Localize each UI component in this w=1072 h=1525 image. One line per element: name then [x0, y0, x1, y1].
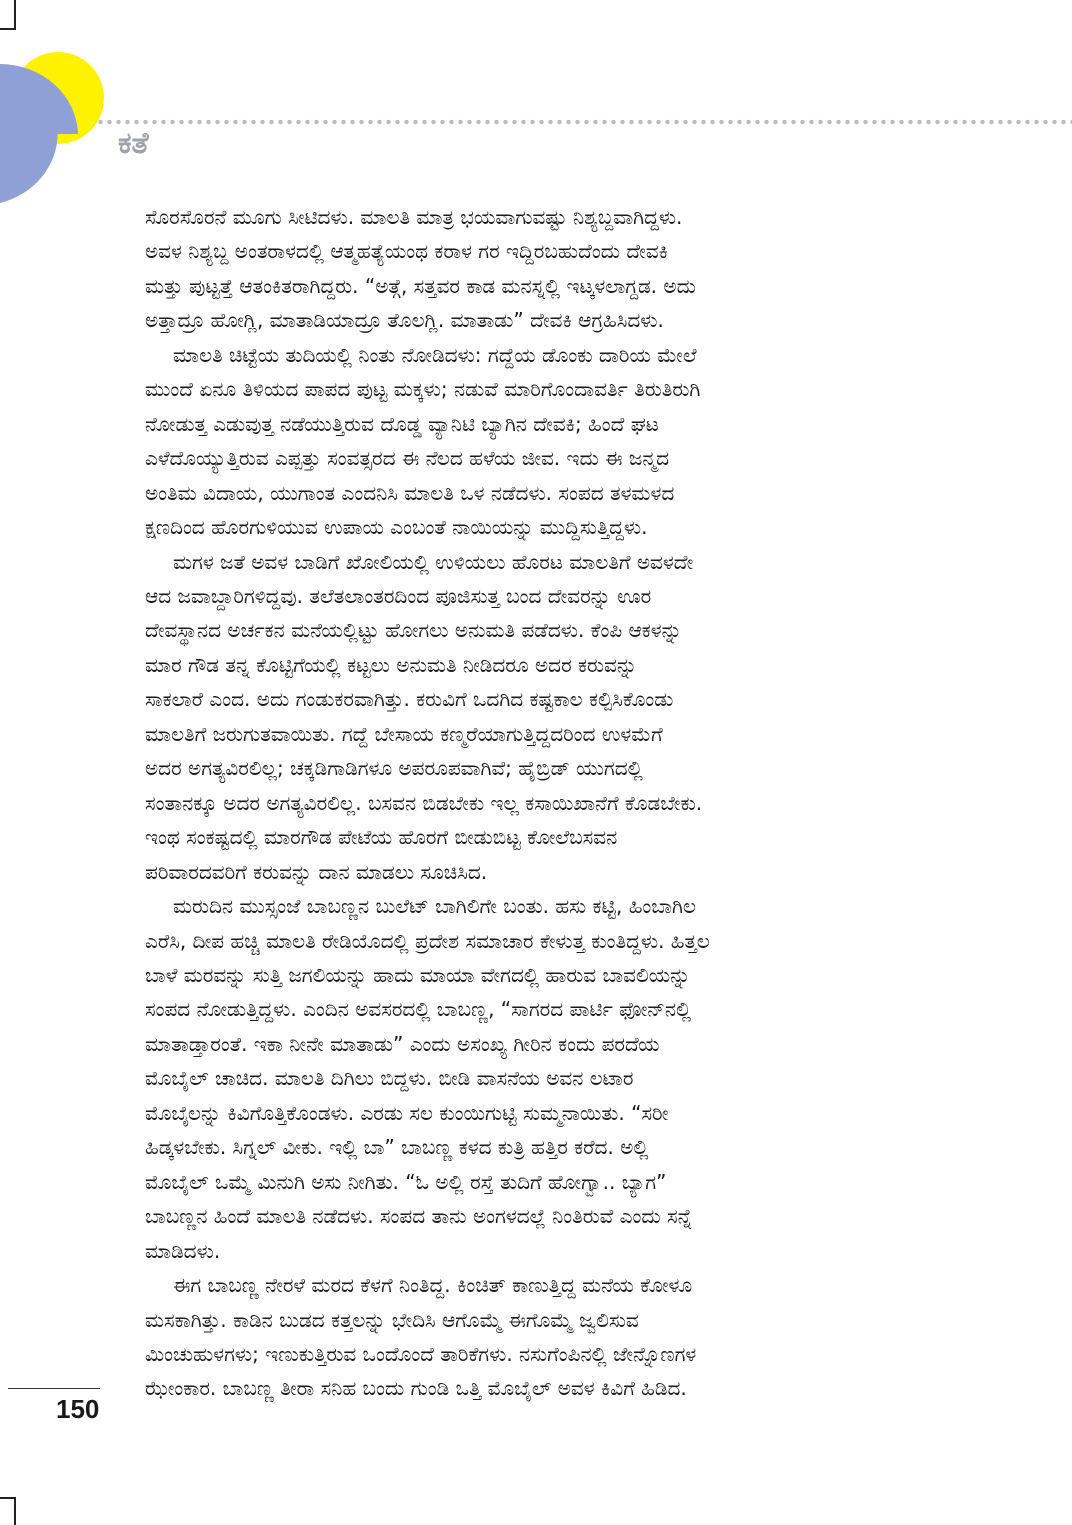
text-line: ಹಿಡ್ಕಳಬೇಕು. ಸಿಗ್ನಲ್ ವೀಕು. ಇಲ್ಲಿ ಬಾ” ಬಾಬಣ್ಣ ಕಳದ ಕುತ್ರಿ ಹತ್ತಿರ ಕರೆದ. ಅಲ್ಲಿ [145, 1135, 649, 1160]
text-line: ಮುಂದೆ ಏನೂ ತಿಳಿಯದ ಪಾಪದ ಪುಟ್ಟ ಮಕ್ಕಳು; ನಡುವೆ ಮಾರಿಗೊಂದಾವರ್ತಿ ತಿರುತಿರುಗಿ [145, 377, 701, 402]
text-line: ಬಾಳೆ ಮರವನ್ನು ಸುತ್ತಿ ಜಗಲಿಯನ್ನು ಹಾದು ಮಾಯಾ ವೇಗದಲ್ಲಿ ಹಾರುವ ಬಾವಲಿಯನ್ನು [145, 962, 691, 987]
text-line: ಮೊಬೈಲನ್ನು ಕಿವಿಗೊತ್ತಿಕೊಂಡಳು. ಎರಡು ಸಲ ಕುಂಯಿಗುಟ್ಟಿ ಸುಮ್ಮನಾಯಿತು. “ಸರೀ [145, 1100, 669, 1125]
text-line: ಮಾರ ಗೌಡ ತನ್ನ ಕೊಟ್ಟಿಗೆಯಲ್ಲಿ ಕಟ್ಟಲು ಅನುಮತಿ ನೀಡಿದರೂ ಅದರ ಕರುವನ್ನು [145, 652, 637, 677]
text-line: ನೋಡುತ್ತ ಎಡುವುತ್ತ ನಡೆಯುತ್ತಿರುವ ದೊಡ್ಡ ವ್ಯಾನಿಟಿ ಬ್ಯಾಗಿನ ದೇವಕಿ; ಹಿಂದೆ ಘಟ [145, 411, 659, 436]
text-line: ಮೊಬೈಲ್ ಒಮ್ಮೆ ಮಿನುಗಿ ಅಸು ನೀಗಿತು. “ಓ ಅಲ್ಲಿ ರಸ್ತೆ ತುದಿಗೆ ಹೋಗ್ವಾ.. ಬ್ಯಾಗ” [145, 1169, 667, 1194]
text-line: ಅವಳ ನಿಶ್ಯಬ್ದ ಅಂತರಾಳದಲ್ಲಿ ಆತ್ಮಹತ್ಯೆಯಂಥ ಕರಾಳ ಗರ ಇದ್ದಿರಬಹುದೆಂದು ದೇವಕಿ [145, 239, 669, 264]
section-label: ಕತೆ [118, 126, 149, 161]
text-line: ಮಾತಾಡ್ತಾರಂತೆ. ಇಕಾ ನೀನೇ ಮಾತಾಡು” ಎಂದು ಅಸಂಖ್ಯ ಗೀರಿನ ಕಂದು ಪರದೆಯ [145, 1031, 660, 1056]
page-number: 150 [56, 1394, 100, 1424]
text-line: ಪರಿವಾರದವರಿಗೆ ಕರುವನ್ನು ದಾನ ಮಾಡಲು ಸೂಚಿಸಿದ. [145, 859, 488, 884]
text-line: ಅತ್ತಾದ್ರೂ ಹೋಗ್ಲಿ, ಮಾತಾಡಿಯಾದ್ರೂ ತೊಲಗ್ಲಿ. ಮಾತಾಡು” ದೇವಕಿ ಆಗ್ರಹಿಸಿದಳು. [145, 308, 664, 333]
story-text [145, 200, 905, 1406]
text-line: ಬಾಬಣ್ಣನ ಹಿಂದೆ ಮಾಲತಿ ನಡೆದಳು. ಸಂಪದ ತಾನು ಅಂಗಳದಲ್ಲೆ ನಿಂತಿರುವೆ ಎಂದು ಸನ್ನೆ [145, 1204, 693, 1229]
text-line: ಮಾಲತಿ ಚಿಟ್ಟೆಯ ತುದಿಯಲ್ಲಿ ನಿಂತು ನೋಡಿದಳು: ಗದ್ದೆಯ ಡೊಂಕು ದಾರಿಯ ಮೇಲೆ [173, 342, 697, 367]
page-number-rule [8, 1388, 100, 1389]
text-line: ಎರೆಸಿ, ದೀಪ ಹಚ್ಚಿ ಮಾಲತಿ ರೇಡಿಯೊದಲ್ಲಿ ಪ್ರದೇಶ ಸಮಾಚಾರ ಕೇಳುತ್ತ ಕುಂತಿದ್ದಳು. ಹಿತ್ತಲ [145, 928, 710, 953]
text-line: ಮಸಕಾಗಿತ್ತು. ಕಾಡಿನ ಬುಡದ ಕತ್ತಲನ್ನು ಭೇದಿಸಿ ಆಗೊಮ್ಮೆ ಈಗೊಮ್ಮೆ ಜ್ವಲಿಸುವ [145, 1307, 639, 1332]
crop-mark-bottom-left [14, 1497, 16, 1525]
text-line: ಸೊರಸೊರನೆ ಮೂಗು ಸೀಟಿದಳು. ಮಾಲತಿ ಮಾತ್ರ ಭಯವಾಗುವಷ್ಟು ನಿಶ್ಯಬ್ದವಾಗಿದ್ದಳು. [145, 205, 683, 229]
text-line: ಮೊಬೈಲ್ ಚಾಚಿದ. ಮಾಲತಿ ದಿಗಿಲು ಬಿದ್ದಳು. ಬೀಡಿ ವಾಸನೆಯ ಅವನ ಲಟಾರ [145, 1066, 634, 1091]
text-line: ಆದ ಜವಾಬ್ದಾರಿಗಳಿದ್ದವು. ತಲೆತಲಾಂತರದಿಂದ ಪೂಜಿಸುತ್ತ ಬಂದ ದೇವರನ್ನು ಊರ [145, 583, 652, 608]
text-line: ಈಗ ಬಾಬಣ್ಣ ನೇರಳೆ ಮರದ ಕೆಳಗೆ ನಿಂತಿದ್ದ. ಕಿಂಚಿತ್ ಕಾಣುತ್ತಿದ್ದ ಮನೆಯ ಕೋಳೂ [173, 1273, 693, 1298]
text-line: ಮರುದಿನ ಮುಸ್ಸಂಜೆ ಬಾಬಣ್ಣನ ಬುಲೆಟ್ ಬಾಗಿಲಿಗೇ ಬಂತು. ಹಸು ಕಟ್ಟಿ, ಹಿಂಬಾಗಿಲ [173, 894, 696, 919]
text-line: ಸಾಕಲಾರೆ ಎಂದ. ಅದು ಗಂಡುಕರವಾಗಿತ್ತು. ಕರುವಿಗೆ ಒದಗಿದ ಕಷ್ಟಕಾಲ ಕಲ್ಪಿಸಿಕೊಂಡು [145, 687, 674, 712]
text-line: ಸಂತಾನಕ್ಕೂ ಅದರ ಅಗತ್ಯವಿರಲಿಲ್ಲ. ಬಸವನ ಬಿಡಬೇಕು ಇಲ್ಲ ಕಸಾಯಿಖಾನೆಗೆ ಕೊಡಬೇಕು. [145, 790, 703, 815]
crop-mark-top-left [14, 0, 16, 30]
text-line: ಎಳೆದೊಯ್ಯುತ್ತಿರುವ ಎಪ್ಪತ್ತು ಸಂವತ್ಸರದ ಈ ನೆಲದ ಹಳೆಯ ಜೀವ. ಇದು ಈ ಜನ್ಮದ [145, 446, 670, 471]
corner-decoration [0, 50, 110, 210]
text-line: ದೇವಸ್ಥಾನದ ಅರ್ಚಕನ ಮನೆಯಲ್ಲಿಟ್ಟು ಹೋಗಲು ಅನುಮತಿ ಪಡೆದಳು. ಕೆಂಪಿ ಆಕಳನ್ನು [145, 618, 682, 643]
text-line: ಝೇಂಕಾರ. ಬಾಬಣ್ಣ ತೀರಾ ಸನಿಹ ಬಂದು ಗುಂಡಿ ಒತ್ತಿ ಮೊಬೈಲ್ ಅವಳ ಕಿವಿಗೆ ಹಿಡಿದ. [145, 1376, 687, 1401]
dotted-rule [96, 118, 1072, 126]
text-line: ಅಂತಿಮ ವಿದಾಯ, ಯುಗಾಂತ ಎಂದನಿಸಿ ಮಾಲತಿ ಒಳ ನಡೆದಳು. ಸಂಪದ ತಳಮಳದ [145, 480, 675, 505]
text-line: ಮಗಳ ಜತೆ ಅವಳ ಬಾಡಿಗೆ ಖೋಲಿಯಲ್ಲಿ ಉಳಿಯಲು ಹೊರಟ ಮಾಲತಿಗೆ ಅವಳದೇ [173, 549, 694, 574]
text-line: ಸಂಪದ ನೋಡುತ್ತಿದ್ದಳು. ಎಂದಿನ ಅವಸರದಲ್ಲಿ ಬಾಬಣ್ಣ, “ಸಾಗರದ ಪಾರ್ಟಿ ಫೋನ್‌ನಲ್ಲಿ [145, 997, 692, 1022]
crop-mark-bottom-left-horizontal [0, 1497, 16, 1499]
text-line: ಮಾಡಿದಳು. [145, 1238, 221, 1263]
text-line: ಅದರ ಅಗತ್ಯವಿರಲಿಲ್ಲ; ಚಕ್ಕಡಿಗಾಡಿಗಳೂ ಅಪರೂಪವಾಗಿವೆ; ಹೈಬ್ರಿಡ್ ಯುಗದಲ್ಲಿ [145, 756, 643, 781]
text-line: ಕ್ಷಣದಿಂದ ಹೊರಗುಳಿಯುವ ಉಪಾಯ ಎಂಬಂತೆ ನಾಯಿಯನ್ನು ಮುದ್ದಿಸುತ್ತಿದ್ದಳು. [145, 515, 648, 540]
text-line: ಮಿಂಚುಹುಳಗಳು; ಇಣುಕುತ್ತಿರುವ ಒಂದೊಂದೆ ತಾರಿಕೆಗಳು. ನಸುಗೆಂಪಿನಲ್ಲಿ ಜೇನ್ನೊಣಗಳ [145, 1341, 697, 1366]
text-line: ಮತ್ತು ಪುಟ್ಟತ್ತೆ ಆತಂಕಿತರಾಗಿದ್ದರು. “ಅತ್ಗೆ, ಸತ್ತವರ ಕಾಡ ಮನಸ್ನಲ್ಲಿ ಇಟ್ಕಳಲಾಗ್ದಡ. ಅದು [145, 273, 696, 298]
crop-mark-top-left-horizontal [0, 28, 16, 30]
text-line: ಇಂಥ ಸಂಕಷ್ಟದಲ್ಲಿ ಮಾರಗೌಡ ಪೇಟೆಯ ಹೊರಗೆ ಬೀಡುಬಿಟ್ಟ ಕೋಲೆಬಸವನ [145, 825, 618, 850]
text-line: ಮಾಲತಿಗೆ ಜರುಗುತವಾಯಿತು. ಗದ್ದೆ ಬೇಸಾಯ ಕಣ್ಮರೆಯಾಗುತ್ತಿದ್ದದರಿಂದ ಉಳಮೆಗೆ [145, 721, 663, 746]
